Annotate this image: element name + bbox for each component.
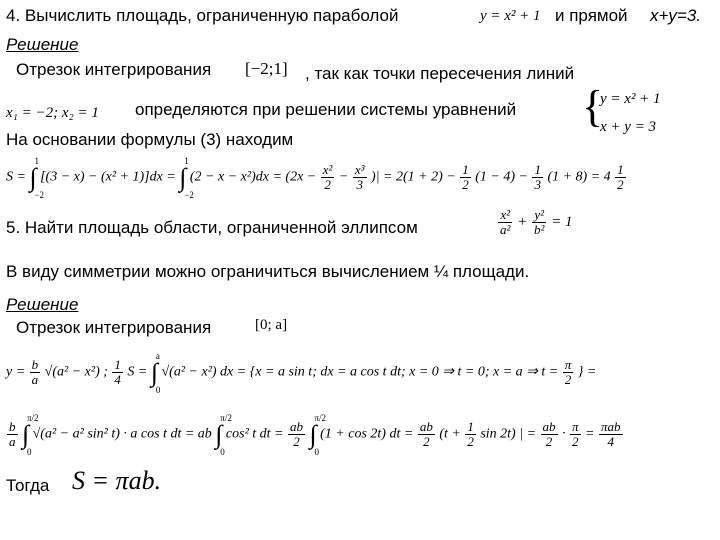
system-text: определяются при решении системы уравнений (135, 100, 517, 119)
task5-lead: 5. Найти площадь области, ограниченной эллипсом (6, 218, 418, 237)
roots-formula: x₁ = −2; x₂ = 1 (6, 105, 99, 121)
final-result: S = πab. (72, 466, 162, 495)
parabola-formula: y = x² + 1 (480, 8, 541, 24)
ellipse-integral-line1: y = $\frac{b}{a}$ √(a² − x²) ; $\frac{1}{4}$ S = ∫ a 0 √(a² − x²) dx = {x = a sin t; dx = a cos t dt; x = 0 ⇒ t = 0; x = a ⇒ t = $\frac{\pi}{2}$ } = (6, 350, 597, 395)
then-label: Тогда (6, 476, 50, 495)
formula-reference: На основании формулы (3) находим (6, 130, 294, 149)
solution1-heading: Решение (6, 35, 79, 54)
solution2-interval: [0; a] (255, 317, 288, 333)
solution1-interval: [−2;1] (245, 59, 288, 78)
solution1-interval-label: Отрезок интегрирования (16, 60, 212, 79)
system-equation-1: y = x² + 1 (600, 91, 661, 107)
solution2-heading: Решение (6, 295, 79, 314)
ellipse-integral-line2: $\frac{b}{a}$ ∫ π/2 0 √(a² − a² sin² t) · a cos t dt = ab ∫ π/2 0 cos² t dt = $\frac{ab}{2}$ ∫ π/2 0 (1 + cos 2t) dt = $\frac{ab}{2}$ (t + $\frac{1}{2}$ sin 2t) | = $\frac{ab}{2}$ · $\frac{\pi}{2}$ = $\frac{\text{πab}}{4}$ (9, 412, 621, 457)
solution1-reason: , так как точки пересечения линий (305, 64, 575, 83)
system-equation-2: x + y = 3 (600, 119, 657, 135)
solution2-interval-label: Отрезок интегрирования (16, 318, 212, 337)
ellipse-equation: $\frac{\text{x²}}{\text{a²}}$ + $\frac{\text{y²}}{\text{b²}}$ = 1 (500, 207, 573, 237)
line-equation: x+y=3. (650, 6, 702, 25)
task4-tail-a: и прямой (555, 6, 628, 25)
symmetry-text: В виду симметрии можно ограничиться вычислением ¼ площади. (6, 262, 530, 281)
system-brace: { (582, 82, 604, 131)
task4-lead: 4. Вычислить площадь, ограниченную параболой (6, 6, 399, 25)
area-computation: S = ∫ 1 −2 [(3 − x) − (x² + 1)]dx = ∫ 1 −2 (2 − x − x²)dx = (2x − $\frac{\text{x²}}{2}$ − $\frac{\text{x³}}{3}$ )| = 2(1 + 2) − $\frac{1}{2}$ (1 − 4) − $\frac{1}{3}$ (1 + 8) = 4 $\frac{1}{2}$ (6, 155, 624, 200)
